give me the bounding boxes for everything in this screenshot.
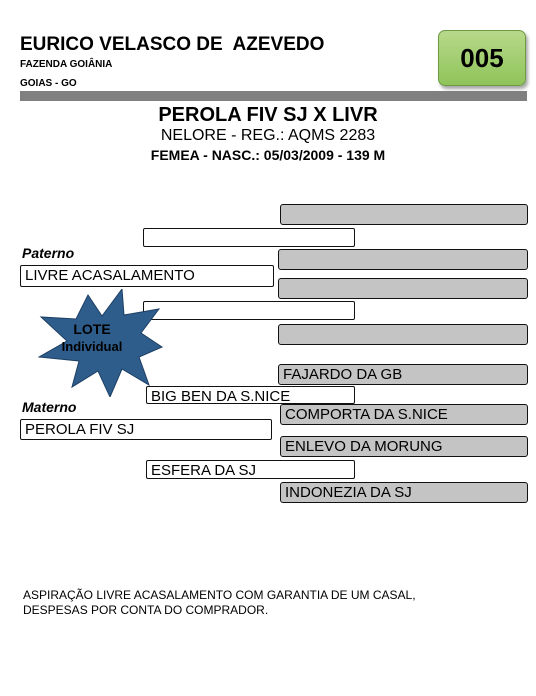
farm-name: FAZENDA GOIÂNIA (20, 59, 113, 70)
materno-label: Materno (22, 399, 77, 415)
pedigree-pat-gd-dam (278, 324, 528, 345)
pedigree-paternal-grandsire (143, 228, 355, 247)
farm-state: GOIAS - GO (20, 78, 77, 89)
pedigree-paternal-granddam (143, 301, 355, 320)
owner-name: EURICO VELASCO DE AZEVEDO (20, 34, 325, 55)
breed-registration: NELORE - REG.: AQMS 2283 (160, 127, 376, 144)
pedigree-mat-gs-dam: COMPORTA DA S.NICE (280, 404, 528, 425)
pedigree-mat-gd-dam: INDONEZIA DA SJ (280, 482, 528, 503)
pedigree-maternal-granddam: ESFERA DA SJ (146, 460, 355, 479)
paterno-label: Paterno (22, 245, 75, 261)
animal-name: PEROLA FIV SJ X LIVR (158, 104, 378, 126)
sex-birth-age: FEMEA - NASC.: 05/03/2009 - 139 M (150, 147, 386, 163)
pedigree-maternal-grandsire: BIG BEN DA S.NICE (146, 386, 355, 404)
pedigree-pat-gs-dam (278, 249, 528, 270)
lote-badge-line1: LOTE (73, 321, 111, 337)
lote-badge-text (38, 321, 146, 354)
sale-note (23, 588, 416, 618)
pedigree-pat-gd-sire (278, 278, 528, 299)
pedigree-mat-gs-sire: FAJARDO DA GB (278, 364, 528, 385)
pedigree-mat-gd-sire: ENLEVO DA MORUNG (280, 436, 528, 457)
lote-badge-line2: Individual (61, 339, 123, 354)
sale-note-line1: ASPIRAÇÃO LIVRE ACASALAMENTO COM GARANTIA DE UM CASAL, (23, 588, 416, 602)
sale-note-line2: DESPESAS POR CONTA DO COMPRADOR. (23, 603, 269, 617)
pedigree-pat-gs-sire (280, 204, 528, 225)
pedigree-dam: PEROLA FIV SJ (20, 419, 272, 440)
pedigree-sire: LIVRE ACASALAMENTO (20, 265, 274, 287)
lot-number-badge: 005 (438, 30, 526, 86)
header-divider (20, 91, 527, 101)
